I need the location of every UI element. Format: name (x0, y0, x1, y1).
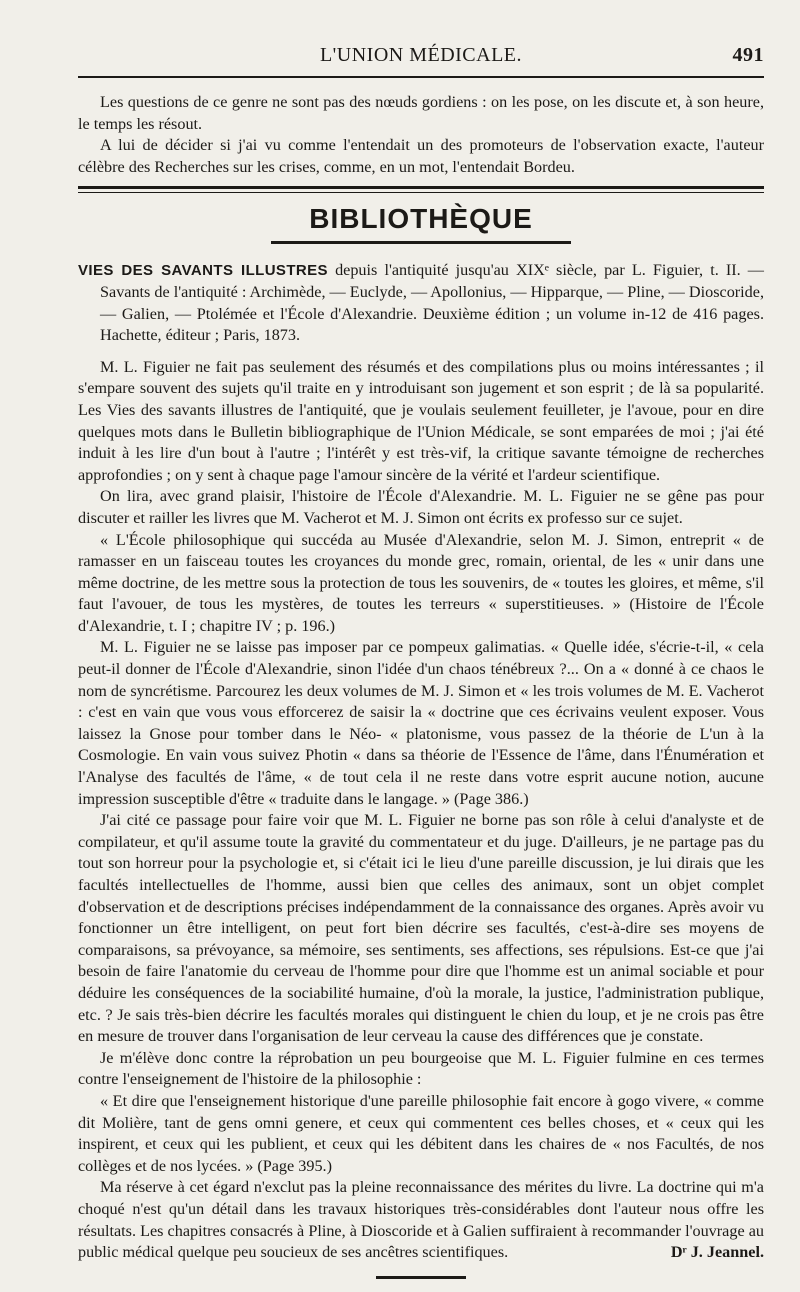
entry-details: depuis l'antiquité jusqu'au XIXᵉ siècle, par L. Figuier, t. II. — Savants de l'antiquité : Archimède, — Euclyde, — Apollonius, — Hipparque, — Pline, — Dioscoride, — Galien, — Ptolémée et l'École d'Alexandrie. Deuxième édition ; un volume in-12 de 416 pages. Hachette, éditeur ; Paris, 1873. (100, 261, 764, 345)
review-paragraph-1: M. L. Figuier ne fait pas seulement des résumés et des compilations plus ou moins intéressantes ; il s'empare souvent des sujets qu'il traite en y introduisant son jugement et son esprit ; de là sa popularité. Les Vies des savants illustres de l'antiquité, que je voulais seulement feuilleter, je l'avoue, pour en dire quelques mots dans le Bulletin bibliographique de l'Union Médicale, se sont emparées de moi ; j'ai été induit à les lire d'un bout à l'autre ; l'intérêt y est très-vif, la critique savante témoigne de recherches approfondies ; on y sent à chaque page l'amour sincère de la vérité et l'ardeur scientifique. (78, 357, 764, 484)
header-rule (78, 76, 764, 78)
review-paragraph-2: On lira, avec grand plaisir, l'histoire de l'École d'Alexandrie. M. L. Figuier ne se gêne pas pour discuter et railler les livres que M. Vacherot et M. J. Simon ont écrits ex professo sur ce sujet. (78, 487, 764, 527)
section-title-rule (271, 241, 571, 244)
intro-paragraph-2: A lui de décider si j'ai vu comme l'entendait un des promoteurs de l'observation exacte, l'auteur célèbre des Recherches sur les crises, comme, en un mot, l'entendait Bordeu. (78, 136, 764, 176)
quote-figuier: M. L. Figuier ne se laisse pas imposer par ce pompeux galimatias. « Quelle idée, s'écrie-t-il, « cela peut-il donner de l'École d'Alexandrie, sinon l'idée d'un chaos ténébreux ?... On a « donné à ce chaos le nom de syncrétisme. Parcourez les deux volumes de M. J. Simon et « les trois volumes de M. E. Vacherot : c'est en vain que vous vous efforcerez de saisir la « doctrine que ces écrivains veulent exposer. Vous laissez la Gnose pour tomber dans le Néo- « platonisme, vous passez de la théorie de L'un à la Cosmologie. En vain vous suivez Photin « dans sa théorie de l'Essence de l'âme, dans l'Énumération et l'Analyse des facultés de l'âme, « de tout cela il ne reste dans votre esprit aucune notion, aucune impression susceptible d'être « traduite dans le langage. » (Page 386.) (78, 638, 764, 808)
entry-title: VIES DES SAVANTS ILLUSTRES (78, 262, 328, 280)
closing-rule (376, 1276, 466, 1279)
bibliographic-entry (78, 260, 764, 346)
running-header (78, 44, 764, 72)
quote-moliere: « Et dire que l'enseignement historique d'une pareille philosophie fait encore à gogo vivere, « comme dit Molière, tant de gens omni genere, et ceux qui commentent ces belles choses, et « ceux qui les inspirent, et ceux qui les publient, et ceux qui les débitent dans les chaires de « nos Facultés, de nos collèges et de nos lycées. » (Page 395.) (78, 1091, 764, 1175)
section-title: BIBLIOTHÈQUE (309, 203, 533, 235)
quote-simon: « L'École philosophique qui succéda au Musée d'Alexandrie, selon M. J. Simon, entreprit « de ramasser en un faisceau toutes les croyances du monde grec, romain, oriental, de les « unir dans une même doctrine, de les mettre sous la protection de tous les souvenirs, de « toutes les gloires, et même, s'il faut l'avouer, de tous les mystères, de toutes les terreurs « superstitieuses. » (Histoire de l'École d'Alexandrie, t. I ; chapitre IV ; p. 196.) (78, 530, 764, 635)
section-divider (78, 186, 764, 193)
review-paragraph-5: Ma réserve à cet égard n'exclut pas la pleine reconnaissance des mérites du livre. La doctrine qui m'a choqué n'est qu'un détail dans les travaux historiques très-considérables dont l'auteur nous offre les résultats. Les chapitres consacrés à Pline, à Dioscoride et à Galien suffiraient à recommander l'ouvrage au public médical quelque peu soucieux de ses ancêtres scientifiques. (78, 1178, 764, 1262)
review-paragraph-3: J'ai cité ce passage pour faire voir que M. L. Figuier ne borne pas son rôle à celui d'analyste et de compilateur, et qu'il assume toute la gravité du commentateur et du juge. D'ailleurs, je ne partage pas du tout son horreur pour la psychologie et, si c'était ici le lieu d'une pareille discussion, je lui dirais que les facultés intellectuelles de l'homme, aussi bien que celles des animaux, sont un objet complet d'observation et de descriptions précises indépendamment de la connaissance des organes. Après avoir vu fonctionner un être intelligent, on peut fort bien décrire ses facultés, c'est-à-dire ses moyens de comparaisons, sa prévoyance, sa mémoire, ses sentiments, ses affections, ses répulsions. Est-ce que j'ai besoin de faire l'anatomie du cerveau de l'homme pour dire que l'homme est un animal sociable et pour déduire les conséquences de la sociabilité humaine, d'où la morale, la justice, l'administration publique, etc. ? Je sais très-bien décrire les facultés morales qui distinguent le chien du loup, et je ne crois pas être en mesure de trouver dans l'organisation de leur cerveau la cause des différences que je constate. (78, 811, 764, 1046)
author-signature: Dʳ J. Jeannel. (670, 1242, 764, 1261)
journal-title: L'UNION MÉDICALE. (319, 44, 523, 66)
review-paragraph-4: Je m'élève donc contre la réprobation un peu bourgeoise que M. L. Figuier fulmine en ces termes contre l'enseignement de l'histoire de la philosophie : (78, 1048, 764, 1089)
intro-paragraph-1: Les questions de ce genre ne sont pas des nœuds gordiens : on les pose, on les discute et, à son heure, le temps les résout. (78, 93, 764, 133)
page-number: 491 (732, 44, 764, 66)
